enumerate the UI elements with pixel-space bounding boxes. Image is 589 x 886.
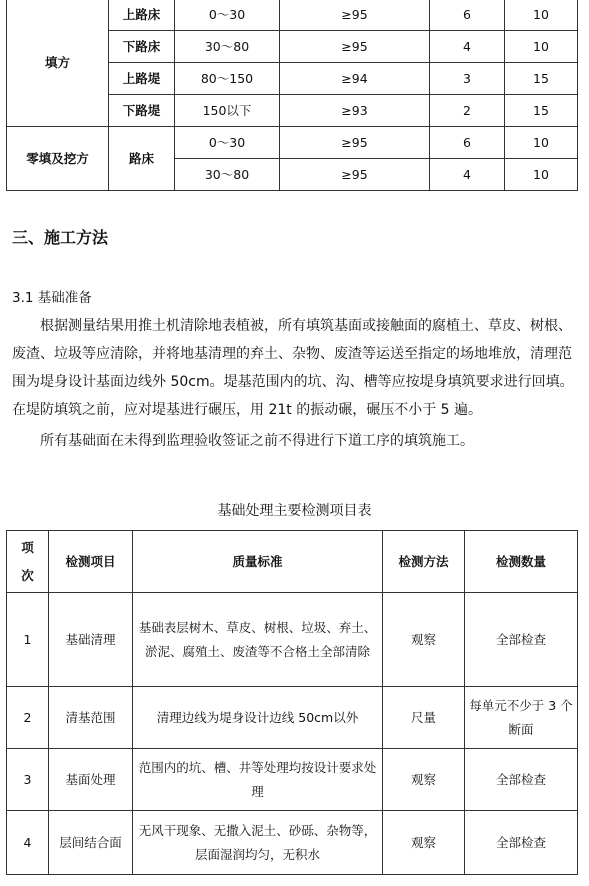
value-cell: 4 [430, 159, 505, 191]
no-cell: 1 [7, 593, 49, 687]
compaction-table [6, 0, 578, 191]
header-quantity: 检测数量 [465, 531, 578, 593]
item-cell: 清基范围 [49, 687, 133, 749]
value-cell: 15 [505, 95, 578, 127]
value-cell: 3 [430, 63, 505, 95]
no-cell: 2 [7, 687, 49, 749]
part-cell: 上路堤 [109, 63, 175, 95]
subsection-heading: 3.1 基础准备 [12, 290, 92, 306]
part-cell: 下路床 [109, 31, 175, 63]
quantity-cell: 每单元不少于 3 个断面 [465, 687, 578, 749]
value-cell: 6 [430, 127, 505, 159]
header-method: 检测方法 [383, 531, 465, 593]
standard-cell: 无风干现象、无撒入泥土、砂砾、杂物等，层面湿润均匀，无积水 [133, 811, 383, 875]
method-cell: 观察 [383, 811, 465, 875]
table-row [7, 127, 578, 159]
standard-cell: 清理边线为堤身设计边线 50cm以外 [133, 687, 383, 749]
table-row [7, 0, 578, 31]
section-heading: 三、施工方法 [12, 228, 109, 247]
depth-cell: 0～30 [175, 0, 280, 31]
table-row [7, 749, 578, 811]
inspection-table [6, 530, 578, 875]
value-cell: 15 [505, 63, 578, 95]
depth-cell: 30～80 [175, 31, 280, 63]
value-cell: 10 [505, 159, 578, 191]
value-cell: 2 [430, 95, 505, 127]
value-cell: 4 [430, 31, 505, 63]
compaction-cell: ≥95 [280, 127, 430, 159]
depth-cell: 0～30 [175, 127, 280, 159]
compaction-cell: ≥95 [280, 159, 430, 191]
compaction-cell: ≥93 [280, 95, 430, 127]
quantity-cell: 全部检查 [465, 749, 578, 811]
standard-cell: 范围内的坑、槽、井等处理均按设计要求处理 [133, 749, 383, 811]
item-cell: 基面处理 [49, 749, 133, 811]
method-cell: 观察 [383, 749, 465, 811]
table-row [7, 687, 578, 749]
quantity-cell: 全部检查 [465, 593, 578, 687]
table-row [7, 593, 578, 687]
group-label: 填方 [7, 0, 109, 127]
compaction-cell: ≥94 [280, 63, 430, 95]
quantity-cell: 全部检查 [465, 811, 578, 875]
value-cell: 10 [505, 31, 578, 63]
value-cell: 10 [505, 127, 578, 159]
no-cell: 3 [7, 749, 49, 811]
depth-cell: 80～150 [175, 63, 280, 95]
body-text [12, 312, 575, 455]
method-cell: 观察 [383, 593, 465, 687]
header-item: 检测项目 [49, 531, 133, 593]
paragraph: 根据测量结果用推土机清除地表植被，所有填筑基面或接触面的腐植土、草皮、树根、废渣、垃圾等应清除，并将地基清理的弃土、杂物、废渣等运送至指定的场地堆放，清理范围为堤身设计基面边线外 50cm。堤基范围内的坑、沟、槽等应按堤身填筑要求进行回填。在堤防填筑之前，应对堤基进行碾压，用 21t 的振动碾，碾压不小于 5 遍。 [12, 318, 574, 418]
value-cell: 6 [430, 0, 505, 31]
part-cell: 上路床 [109, 0, 175, 31]
standard-cell: 基础表层树木、草皮、树根、垃圾、弃土、淤泥、腐殖土、废渣等不合格土全部清除 [133, 593, 383, 687]
method-cell: 尺量 [383, 687, 465, 749]
no-cell: 4 [7, 811, 49, 875]
depth-cell: 30～80 [175, 159, 280, 191]
value-cell: 10 [505, 0, 578, 31]
item-cell: 基础清理 [49, 593, 133, 687]
part-cell: 下路堤 [109, 95, 175, 127]
item-cell: 层间结合面 [49, 811, 133, 875]
part-cell: 路床 [109, 127, 175, 191]
paragraph: 所有基础面在未得到监理验收签证之前不得进行下道工序的填筑施工。 [40, 433, 474, 449]
table-row [7, 811, 578, 875]
table-caption: 基础处理主要检测项目表 [217, 503, 372, 519]
header-standard: 质量标准 [133, 531, 383, 593]
compaction-cell: ≥95 [280, 0, 430, 31]
depth-cell: 150以下 [175, 95, 280, 127]
compaction-cell: ≥95 [280, 31, 430, 63]
header-no: 项次 [7, 531, 49, 593]
table-header-row [7, 531, 578, 593]
group-label: 零填及挖方 [7, 127, 109, 191]
